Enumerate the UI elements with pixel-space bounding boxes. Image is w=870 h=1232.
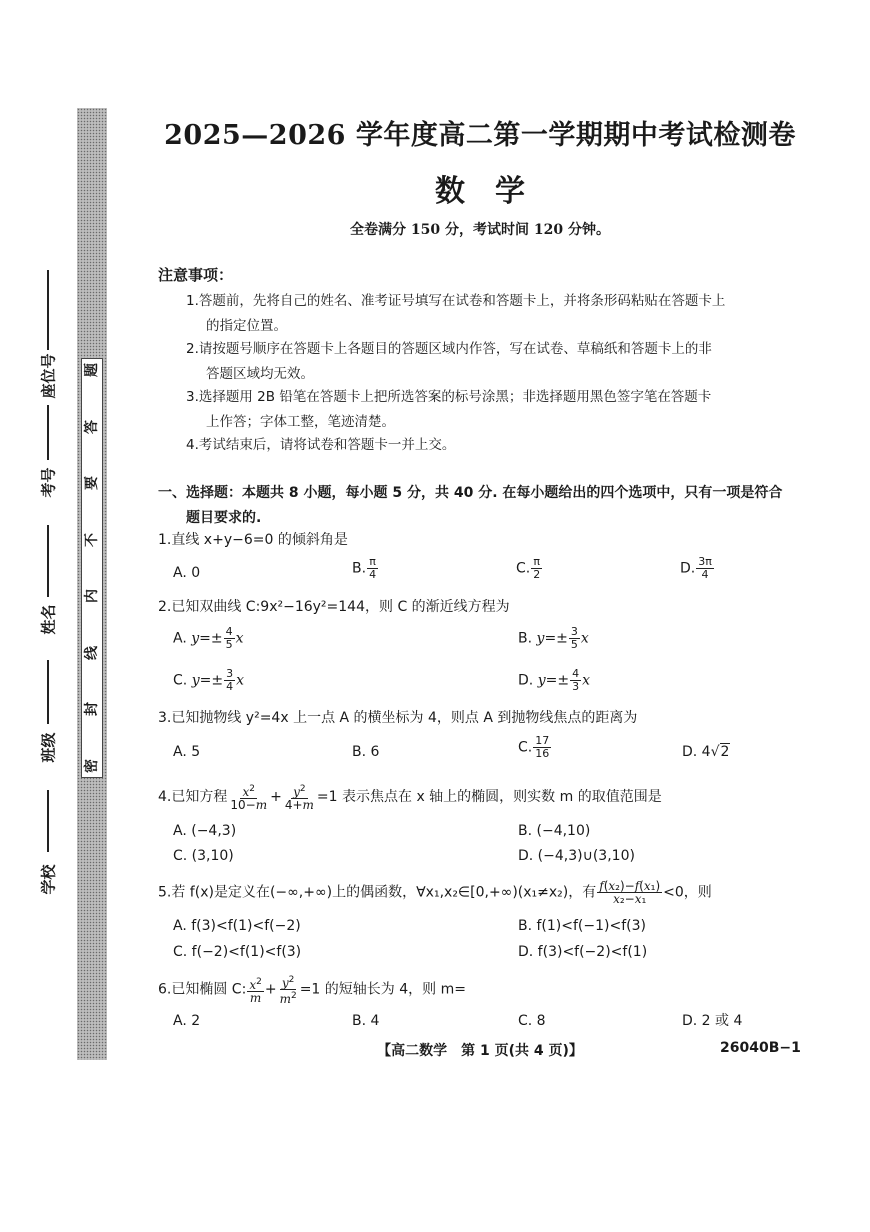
q3-option-b[interactable]: B. 6 — [352, 744, 380, 760]
seal-char: 不 — [84, 532, 100, 547]
seal-char: 答 — [84, 419, 100, 434]
q5-option-a[interactable]: A. f(3)<f(1)<f(−2) — [173, 918, 301, 934]
q5-option-c[interactable]: C. f(−2)<f(1)<f(3) — [173, 944, 302, 960]
q4-option-a[interactable]: A. (−4,3) — [173, 823, 237, 839]
seal-char: 线 — [84, 645, 100, 660]
class-line[interactable] — [47, 660, 49, 724]
seal-char: 封 — [84, 702, 100, 717]
q1-option-b[interactable]: B. $\frac{\pi}{4}$ — [352, 555, 377, 581]
seal-line-box — [81, 358, 103, 778]
question-2: 2.已知双曲线 C:9x²−16y²=144，则 C 的渐近线方程为 — [158, 599, 510, 615]
q3-option-a[interactable]: A. 5 — [173, 744, 201, 760]
school-label: 学校 — [39, 864, 58, 895]
q6-option-d[interactable]: D. 2 或 4 — [682, 1013, 743, 1029]
class-label: 班级 — [39, 732, 58, 763]
exam-title: 2025—2026 学年度高二第一学期期中考试检测卷 — [164, 120, 796, 151]
q4-option-c[interactable]: C. (3,10) — [173, 848, 234, 864]
q1-option-d[interactable]: D. $\frac{3\pi}{4}$ — [680, 555, 712, 581]
notes-heading: 注意事项： — [158, 266, 234, 284]
question-4: 4.已知方程 $\frac{x^2}{10-m}$ + $\frac{y^2}{4+m}$ =1 表示焦点在 x 轴上的椭圆，则实数 m 的取值范围是 — [158, 784, 662, 812]
q6-option-c[interactable]: C. 8 — [518, 1013, 546, 1029]
q2-option-a[interactable]: A. y=± $\frac{4}{5}$ x — [173, 625, 244, 651]
q4-option-b[interactable]: B. (−4,10) — [518, 823, 591, 839]
q3-option-d[interactable]: D. 4√2 — [682, 744, 730, 760]
seal-char: 内 — [84, 589, 100, 604]
name-label: 姓名 — [39, 604, 58, 635]
note-item: 4.考试结束后，请将试卷和答题卡一并上交。 — [186, 437, 456, 453]
q5-option-b[interactable]: B. f(1)<f(−1)<f(3) — [518, 918, 646, 934]
seal-char: 密 — [84, 758, 100, 773]
exam-number-line[interactable] — [47, 405, 49, 460]
question-6: 6.已知椭圆 C: $\frac{x^2}{m}$ + $\frac{y^2}{m^2}$ =1 的短轴长为 4，则 m= — [158, 975, 466, 1006]
q4-option-d[interactable]: D. (−4,3)∪(3,10) — [518, 848, 635, 864]
q1-option-c[interactable]: C. $\frac{\pi}{2}$ — [516, 555, 541, 581]
question-1: 1.直线 x+y−6=0 的倾斜角是 — [158, 532, 348, 548]
question-5: 5.若 f(x)是定义在(−∞,+∞)上的偶函数，∀x₁,x₂∈[0,+∞)(x₁≠x₂)，有 $\frac{\text{f(x₂)−f(x₁)}}{\text{x₂−x₁}}$ <0，则 — [158, 879, 712, 906]
q2-option-c[interactable]: C. y=± $\frac{3}{4}$ x — [173, 667, 244, 693]
question-3: 3.已知抛物线 y²=4x 上一点 A 的横坐标为 4，则点 A 到抛物线焦点的距离为 — [158, 710, 638, 726]
page-footer: 【高二数学 第 1 页(共 4 页)】 — [377, 1043, 583, 1059]
seal-char: 要 — [84, 476, 100, 491]
q5-option-d[interactable]: D. f(3)<f(−2)<f(1) — [518, 944, 648, 960]
score-note: 全卷满分 150 分，考试时间 120 分钟。 — [350, 222, 610, 238]
q1-option-a[interactable]: A. 0 — [173, 565, 201, 581]
paper-code: 26040B−1 — [720, 1040, 801, 1056]
q6-option-a[interactable]: A. 2 — [173, 1013, 201, 1029]
subject-title: 数学 — [435, 174, 555, 209]
name-line[interactable] — [47, 525, 49, 597]
note-item: 1.答题前，先将自己的姓名、准考证号填写在试卷和答题卡上，并将条形码粘贴在答题卡上 的指定位置。 — [186, 293, 726, 334]
q2-option-b[interactable]: B. y=± $\frac{3}{5}$ x — [518, 625, 589, 651]
note-item: 3.选择题用 2B 铅笔在答题卡上把所选答案的标号涂黑；非选择题用黑色签字笔在答题卡 上作答；字体工整，笔迹清楚。 — [186, 389, 712, 430]
seal-char: 题 — [84, 363, 100, 377]
seat-number-label: 座位号 — [39, 353, 58, 399]
q2-option-d[interactable]: D. y=± $\frac{4}{3}$ x — [518, 667, 590, 693]
school-line[interactable] — [47, 790, 49, 852]
exam-number-label: 考号 — [39, 467, 58, 498]
q6-option-b[interactable]: B. 4 — [352, 1013, 380, 1029]
q3-option-c[interactable]: C. $\frac{17}{16}$ — [518, 734, 550, 760]
note-item: 2.请按题号顺序在答题卡上各题目的答题区域内作答，写在试卷、草稿纸和答题卡上的非 答题区域均无效。 — [186, 341, 712, 382]
section-heading: 一、选择题：本题共 8 小题，每小题 5 分，共 40 分. 在每小题给出的四个选项中，只有一项是符合 题目要求的. — [158, 485, 783, 526]
seat-number-line[interactable] — [47, 270, 49, 350]
